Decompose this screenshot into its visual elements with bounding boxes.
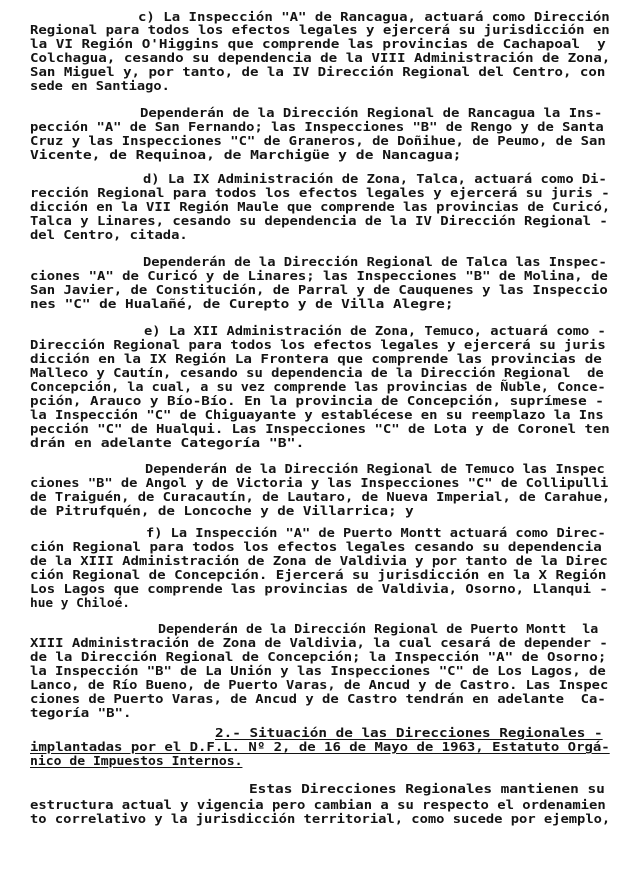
text-line: Talca y Linares, cesando su dependencia de la IV Dirección Regional - bbox=[30, 213, 608, 228]
text-line: sede en Santiago. bbox=[30, 78, 170, 93]
text-line: pección "A" de San Fernando; las Inspecciones "B" de Rengo y de Santa bbox=[30, 119, 604, 134]
text-line: Regional para todos los efectos legales y ejercerá su jurisdicción en bbox=[30, 22, 610, 37]
text-line: ciones "A" de Curicó y de Linares; las Inspecciones "B" de Molina, de bbox=[30, 268, 608, 283]
text-line: Concepción, la cual, a su vez comprende las provincias de Ñuble, Conce- bbox=[30, 379, 606, 394]
text-line: f) La Inspección "A" de Puerto Montt actuará como Direc- bbox=[146, 525, 606, 540]
text-line: ciones de Puerto Varas, de Ancud y de Castro tendrán en adelante Ca- bbox=[30, 691, 606, 706]
text-line: Dirección Regional para todos los efectos legales y ejercerá su juris bbox=[30, 337, 606, 352]
text-line: Dependerán de la Dirección Regional de Temuco las Inspec bbox=[145, 461, 605, 476]
text-line: dicción en la IX Región La Frontera que comprende las provincias de bbox=[30, 351, 602, 366]
text-line: la Inspección "B" de La Unión y las Inspecciones "C" de Los Lagos, de bbox=[30, 663, 606, 678]
text-line: Cruz y las Inspecciones "C" de Graneros, de Doñihue, de Peumo, de San bbox=[30, 133, 606, 148]
text-line: Dependerán de la Dirección Regional de Rancagua la Ins- bbox=[140, 105, 603, 120]
text-line: estructura actual y vigencia pero cambian a su respecto el ordenamien bbox=[30, 797, 606, 812]
text-line: c) La Inspección "A" de Rancagua, actuará como Dirección bbox=[138, 9, 610, 24]
text-line: drán en adelante Categoría "B". bbox=[30, 435, 305, 450]
text-line: Dependerán de la Dirección Regional de Talca las Inspec- bbox=[143, 254, 607, 269]
text-line: la Inspección "C" de Chiguayante y establécese en su reemplazo la Ins bbox=[30, 407, 604, 422]
text-line: Estas Direcciones Regionales mantienen su bbox=[249, 781, 605, 796]
section-heading: 2.- Situación de las Direcciones Regionales - bbox=[215, 725, 603, 740]
text-line: Vicente, de Requinoa, de Marchigüe y de Nancagua; bbox=[30, 147, 462, 162]
text-line: pción, Arauco y Bío-Bío. En la provincia de Concepción, suprímese - bbox=[30, 393, 604, 408]
text-line: rección Regional para todos los efectos legales y ejercerá su juris - bbox=[30, 185, 610, 200]
text-line: de la Dirección Regional de Concepción; la Inspección "A" de Osorno; bbox=[30, 649, 607, 664]
text-line: tegoría "B". bbox=[30, 705, 132, 720]
text-line: Malleco y Cautín, cesando su dependencia de la Dirección Regional de bbox=[30, 365, 604, 380]
text-line: la VI Región O'Higgins que comprende las provincias de Cachapoal y bbox=[30, 36, 606, 51]
text-line: San Javier, de Constitución, de Parral y de Cauquenes y las Inspeccio bbox=[30, 282, 608, 297]
text-line: San Miguel y, por tanto, de la IV Dirección Regional del Centro, con bbox=[30, 64, 606, 79]
text-line: ción Regional de Concepción. Ejercerá su jurisdicción en la X Región bbox=[30, 567, 607, 582]
text-line: ciones "B" de Angol y de Victoria y las Inspecciones "C" de Collipulli bbox=[30, 475, 609, 490]
text-line: del Centro, citada. bbox=[30, 227, 188, 242]
section-heading: implantadas por el D.F.L. Nº 2, de 16 de Mayo de 1963, Estatuto Orgá- bbox=[30, 739, 610, 754]
text-line: de la XIII Administración de Zona de Valdivia y por tanto de la Direc bbox=[30, 553, 608, 568]
text-line: nes "C" de Hualañé, de Curepto y de Villa Alegre; bbox=[30, 296, 454, 311]
section-heading: nico de Impuestos Internos. bbox=[30, 753, 243, 768]
text-line: Dependerán de la Dirección Regional de Puerto Montt la bbox=[158, 621, 599, 636]
text-line: Colchagua, cesando su dependencia de la VIII Administración de Zona, bbox=[30, 50, 611, 65]
text-line: dicción en la VII Región Maule que comprende las provincias de Curicó, bbox=[30, 199, 611, 214]
text-line: ción Regional para todos los efectos legales cesando su dependencia bbox=[30, 539, 602, 554]
text-line: Lanco, de Río Bueno, de Puerto Varas, de Ancud y de Castro. Las Inspec bbox=[30, 677, 609, 692]
text-line: Los Lagos que comprende las provincias de Valdivia, Osorno, Llanqui - bbox=[30, 581, 608, 596]
text-line: hue y Chiloé. bbox=[30, 595, 130, 610]
text-line: pección "C" de Hualqui. Las Inspecciones "C" de Lota y de Coronel ten bbox=[30, 421, 610, 436]
text-line: de Pitrufquén, de Loncoche y de Villarrica; y bbox=[30, 503, 414, 518]
text-line: to correlativo y la jurisdicción territorial, como sucede por ejemplo, bbox=[30, 811, 611, 826]
text-line: e) La XII Administración de Zona, Temuco, actuará como - bbox=[144, 323, 606, 338]
text-line: de Traiguén, de Curacautín, de Lautaro, de Nueva Imperial, de Carahue, bbox=[30, 489, 611, 504]
text-line: d) La IX Administración de Zona, Talca, actuará como Di- bbox=[143, 171, 607, 186]
text-line: XIII Administración de Zona de Valdivia, la cual cesará de depender - bbox=[30, 635, 608, 650]
